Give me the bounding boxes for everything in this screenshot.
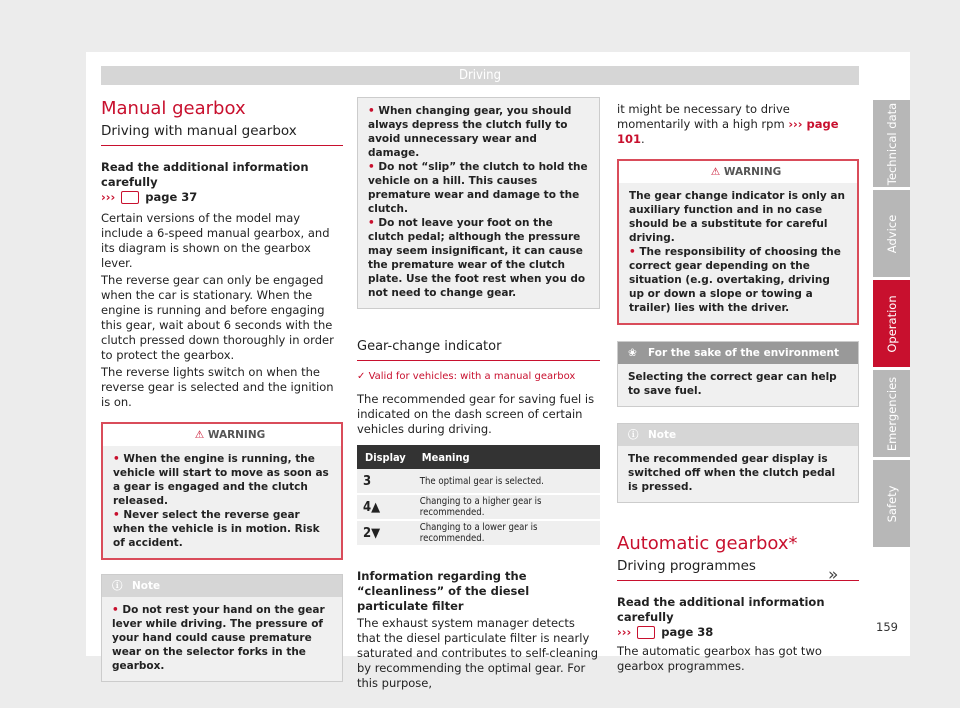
caution-body [358, 98, 599, 308]
note-box [617, 423, 859, 503]
warning-header [619, 161, 857, 183]
meaning-cell: The optimal gear is selected. [414, 469, 600, 494]
side-tabs [873, 100, 910, 550]
note-body [102, 597, 342, 681]
ref-arrows: ››› [617, 625, 632, 639]
warning-label: WARNING [723, 166, 782, 178]
tab-technical-data[interactable] [873, 100, 910, 187]
tab-emergencies[interactable] [873, 370, 910, 457]
tab-label: Advice [884, 214, 899, 253]
paragraph-text: it might be necessary to drive momentarily with a high rpm [617, 102, 790, 131]
note-header [618, 424, 858, 446]
ref-arrows: ››› [101, 190, 116, 204]
note-label: Note [132, 580, 161, 592]
leaf-icon: ❀ [628, 347, 637, 359]
list-item: • Never select the reverse gear when the vehicle is in motion. Risk of accident. [113, 509, 320, 549]
tab-label: Emergencies [884, 376, 899, 451]
paragraph: it might be necessary to drive momentarily with a high rpm ››› page 101. [617, 102, 839, 146]
tab-advice[interactable] [873, 190, 910, 277]
warning-body [619, 183, 857, 323]
read-more-text: Read the additional information carefully [617, 595, 825, 624]
read-more-text: Read the additional information carefully [101, 160, 309, 189]
environment-header [618, 342, 858, 364]
warning-icon: ⚠ [710, 166, 721, 178]
list-item-text: Never select the reverse gear when the vehicle is in motion. Risk of accident. [113, 509, 320, 549]
column-1 [101, 98, 343, 682]
table-row [357, 494, 600, 520]
page-link[interactable]: page 38 [661, 625, 714, 639]
environment-box [617, 341, 859, 407]
continue-mark: » [828, 565, 839, 585]
gci-title: Gear-change indicator [357, 339, 600, 361]
environment-body: Selecting the correct gear can help to save fuel. [618, 364, 858, 406]
list-item-text: Do not “slip” the clutch to hold the vehicle on a hill. This causes premature wear and damage to the clutch. [368, 161, 588, 215]
read-more [617, 595, 859, 640]
note-box [101, 574, 343, 682]
list-item-text: When the engine is running, the vehicle will start to move as soon as a gear is engaged and the clutch released. [113, 453, 329, 507]
warning-header [103, 424, 341, 446]
page-link[interactable]: ››› page 101 [617, 117, 839, 146]
paragraph: The automatic gearbox has got two gearbox programmes. [617, 644, 822, 673]
tab-label: Technical data [884, 102, 899, 185]
meaning-cell: Changing to a higher gear is recommended. [414, 494, 600, 520]
warning-box [101, 422, 343, 560]
table-header: Meaning [414, 445, 600, 469]
table-row [357, 469, 600, 494]
display-cell: 2▼ [357, 520, 414, 546]
tab-label: Operation [884, 294, 899, 353]
list-item: • When changing gear, you should always depress the clutch fully to avoid unnecessary wear and damage. [368, 105, 572, 159]
page-link[interactable]: page 37 [145, 190, 198, 204]
info-icon: ⓘ [112, 580, 123, 592]
paragraph: Certain versions of the model may include a 6-speed manual gearbox, and its diagram is shown on the gearbox lever. [101, 211, 330, 270]
environment-label: For the sake of the environment [648, 347, 840, 359]
paragraph: The reverse gear can only be engaged when the car is stationary. When the engine is running and before engaging this gear, wait about 6 seconds with the clutch pressed down thoroughly in order to protect the gearbox. [101, 273, 334, 362]
book-icon [121, 191, 139, 204]
paragraph: The exhaust system manager detects that the diesel particulate filter is nearly saturated and contributes to self-cleaning by recommending the optimal gear. For this purpose, [357, 616, 599, 690]
section-title: Automatic gearbox* [617, 533, 798, 554]
list-item-text: When changing gear, you should always depress the clutch fully to avoid unnecessary wear and damage. [368, 105, 572, 159]
warning-box [617, 159, 859, 325]
note-label: Note [648, 429, 677, 441]
book-icon [637, 626, 655, 639]
table-header: Display [357, 445, 414, 469]
warning-icon: ⚠ [194, 429, 205, 441]
display-cell: 3 [357, 469, 414, 494]
list-item-text: The responsibility of choosing the correct gear depending on the situation (e.g. overtaking, driving up or down a slope or towing a trailer) lies with the driver. [629, 246, 841, 314]
list-item: • Do not rest your hand on the gear lever while driving. The pressure of your hand could cause premature wear on the selector forks in the gearbox. [112, 604, 325, 672]
tab-safety[interactable] [873, 460, 910, 547]
column-3 [617, 98, 859, 676]
clean-title: Information regarding the “cleanliness” of the diesel particulate filter [357, 569, 530, 613]
running-header: Driving [101, 66, 859, 85]
section-subtitle: Driving with manual gearbox [101, 123, 343, 146]
caution-box [357, 97, 600, 309]
tab-label: Safety [884, 485, 899, 522]
warning-body [103, 446, 341, 558]
list-item: • The responsibility of choosing the correct gear depending on the situation (e.g. overtaking, driving up or down a slope or towing a trailer) lies with the driver. [629, 246, 841, 314]
meaning-cell: Changing to a lower gear is recommended. [414, 520, 600, 546]
table-header-row [357, 445, 600, 469]
page-number: 159 [876, 620, 898, 634]
paragraph: The recommended gear for saving fuel is indicated on the dash screen of certain vehicles during driving. [357, 392, 595, 436]
warning-label: WARNING [207, 429, 266, 441]
list-item-text: Do not leave your foot on the clutch pedal; although the pressure may seem insignificant, it can cause the premature wear of the clutch plate. Use the foot rest when you do not need to change gear. [368, 217, 586, 299]
display-cell: 4▲ [357, 494, 414, 520]
gear-table [357, 445, 600, 547]
section-title: Manual gearbox [101, 98, 246, 119]
info-icon: ⓘ [628, 429, 639, 441]
list-item: • Do not leave your foot on the clutch pedal; although the pressure may seem insignificant, it can cause the premature wear of the clutch plate. Use the foot rest when you do not need to change gear. [368, 217, 586, 299]
note-body: The recommended gear display is switched off when the clutch pedal is pressed. [618, 446, 858, 502]
list-item: • Do not “slip” the clutch to hold the vehicle on a hill. This causes premature wear and damage to the clutch. [368, 161, 588, 215]
table-row [357, 520, 600, 546]
section-subtitle: Driving programmes [617, 558, 859, 581]
tab-operation[interactable] [873, 280, 910, 367]
warning-text: The gear change indicator is only an auxiliary function and in no case should be a substitute for careful driving. [629, 190, 845, 244]
list-item-text: Do not rest your hand on the gear lever while driving. The pressure of your hand could cause premature wear on the selector forks in the gearbox. [112, 604, 325, 672]
column-2 [357, 97, 600, 693]
note-header [102, 575, 342, 597]
read-more [101, 160, 343, 205]
paragraph: The reverse lights switch on when the reverse gear is selected and the ignition is on. [101, 365, 334, 409]
valid-for-text: Valid for vehicles: with a manual gearbox [368, 371, 576, 382]
list-item: • When the engine is running, the vehicle will start to move as soon as a gear is engaged and the clutch released. [113, 453, 329, 507]
valid-for [357, 369, 600, 384]
check-icon: ✓ [357, 371, 366, 382]
